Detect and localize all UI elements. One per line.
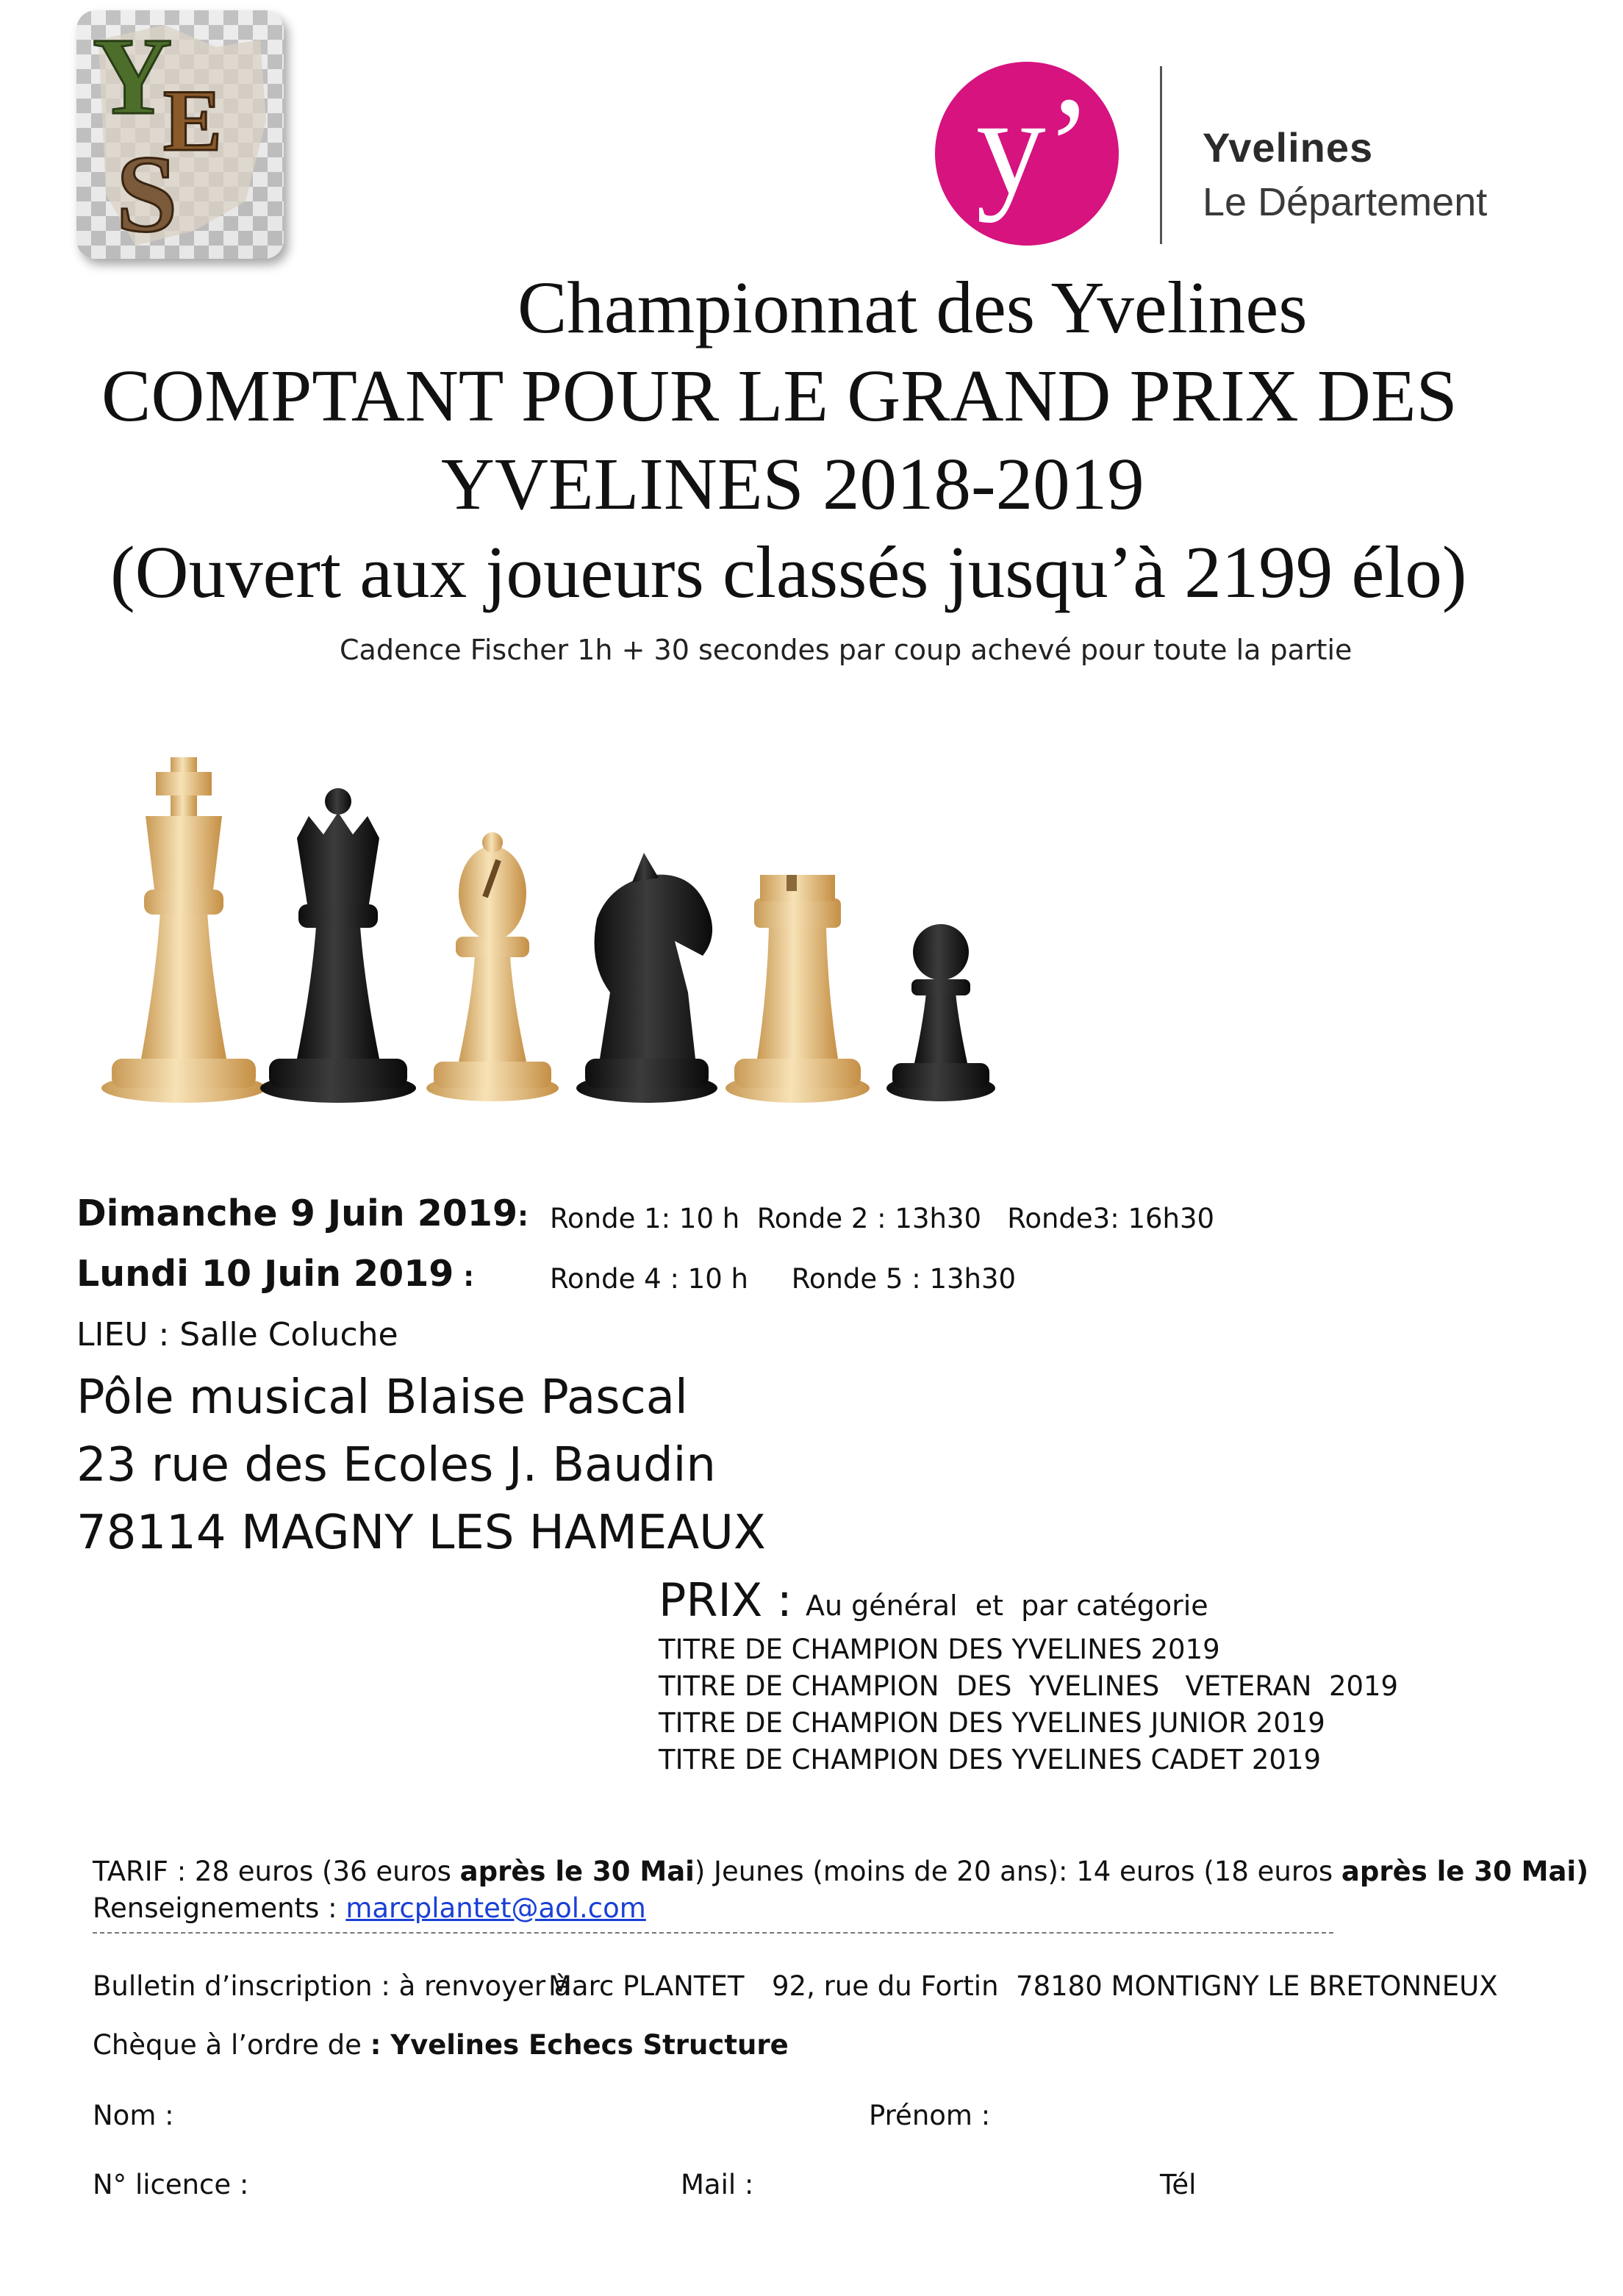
tarif-text [93, 1856, 1588, 1887]
svg-text:S: S [116, 133, 178, 255]
yvelines-name: Yvelines [1203, 124, 1374, 171]
info-label: Renseignements : [93, 1892, 346, 1924]
day1-date [76, 1192, 529, 1234]
yvelines-mark-text: y’ [975, 69, 1093, 223]
prize-item: TITRE DE CHAMPION DES YVELINES 2019 [659, 1634, 1220, 1665]
prizes-subtitle: Au général et par catégorie [806, 1589, 1208, 1622]
svg-text:E: E [163, 71, 223, 169]
day1-label: Dimanche 9 Juin 2019 [76, 1192, 518, 1234]
tarif-deadline: après le 30 Mai) [1341, 1856, 1589, 1887]
venue-line-2: 23 rue des Ecoles J. Baudin [76, 1438, 716, 1492]
yes-logo [76, 10, 284, 259]
cut-line-divider [93, 1932, 1333, 1934]
prize-item: TITRE DE CHAMPION DES YVELINES CADET 2019 [659, 1744, 1322, 1775]
prize-item: TITRE DE CHAMPION DES YVELINES JUNIOR 2019 [659, 1707, 1325, 1739]
yes-logo-art [76, 10, 284, 259]
cheque-line [93, 2029, 789, 2061]
king-piece [101, 757, 266, 1103]
title-line-3: YVELINES 2018-2019 [441, 443, 1144, 525]
mail-field-label: Mail : [681, 2169, 754, 2200]
tarif-part: TARIF : 28 euros (36 euros [93, 1856, 460, 1887]
contact-email-link[interactable]: marcplantet@aol.com [345, 1892, 646, 1924]
cadence-text: Cadence Fischer 1h + 30 secondes par coup achevé pour toute la partie [340, 634, 1352, 666]
bulletin-address: 92, rue du Fortin 78180 MONTIGNY LE BRETONNEUX [772, 1970, 1498, 2002]
prenom-field-label: Prénom : [869, 2100, 991, 2131]
bulletin-text: Bulletin d’inscription : à renvoyer à [93, 1970, 571, 2002]
pawn-piece [886, 924, 995, 1101]
venue-lieu: LIEU : Salle Coluche [76, 1316, 398, 1353]
day1-colon: : [517, 1201, 529, 1232]
bishop-piece [426, 832, 559, 1101]
title-line-4: (Ouvert aux joueurs classés jusqu’à 2199 élo) [110, 531, 1467, 613]
day1-rounds: Ronde 1: 10 h Ronde 2 : 13h30 Ronde3: 16h30 [550, 1203, 1215, 1234]
day2-date [76, 1253, 474, 1295]
prizes-label: PRIX : [659, 1573, 792, 1627]
day2-rounds: Ronde 4 : 10 h Ronde 5 : 13h30 [550, 1263, 1017, 1295]
title-line-2: COMPTANT POUR LE GRAND PRIX DES [101, 354, 1458, 437]
prize-item: TITRE DE CHAMPION DES YVELINES VETERAN 2019 [659, 1670, 1399, 1702]
venue-line-3: 78114 MAGNY LES HAMEAUX [76, 1506, 766, 1560]
tarif-part: ) Jeunes (moins de 20 ans): 14 euros (18 euros [694, 1856, 1341, 1887]
tel-field-label: Tél [1160, 2169, 1197, 2200]
cheque-label: Chèque à l’ordre de [93, 2029, 370, 2061]
tarif-deadline: après le 30 Mai [459, 1856, 695, 1887]
yvelines-subtitle: Le Département [1203, 180, 1488, 224]
info-line [93, 1892, 646, 1924]
svg-text:Y: Y [93, 15, 173, 137]
rook-piece [725, 875, 870, 1103]
venue-line-1: Pôle musical Blaise Pascal [76, 1370, 688, 1425]
knight-piece [576, 853, 717, 1103]
day2-colon: : [454, 1261, 475, 1292]
nom-field-label: Nom : [93, 2100, 174, 2131]
licence-field-label: N° licence : [93, 2169, 249, 2200]
title-line-1: Championnat des Yvelines [517, 266, 1308, 348]
queen-piece [260, 788, 416, 1103]
cheque-payee: : Yvelines Echecs Structure [370, 2029, 789, 2061]
yvelines-logo-divider [1160, 66, 1162, 244]
day2-label: Lundi 10 Juin 2019 [76, 1253, 454, 1295]
chess-pieces-image [74, 743, 1029, 1110]
yvelines-logo-mark [935, 62, 1119, 246]
bulletin-recipient: Marc PLANTET [548, 1970, 745, 2002]
